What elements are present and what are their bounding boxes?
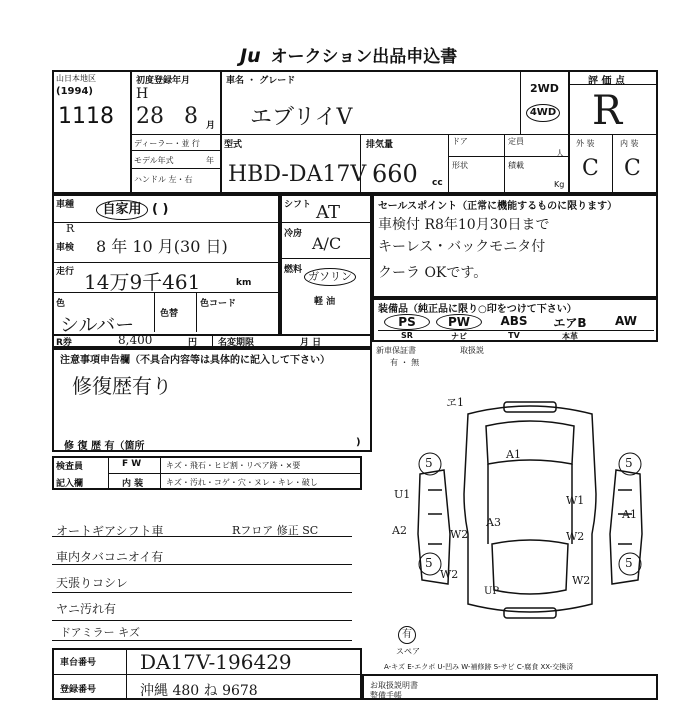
- footer-right-label: お取扱説明書: [370, 681, 418, 690]
- equip-tv: TV: [508, 331, 520, 340]
- lot-code: (1994): [56, 86, 93, 97]
- equip-navi: ナビ: [451, 332, 467, 341]
- remark-4: ヤニ汚れ有: [56, 602, 117, 616]
- chassis-number: DA17V-196429: [140, 650, 292, 674]
- equip-aw: AW: [615, 314, 637, 328]
- fuel-label: 燃料: [284, 265, 303, 275]
- new-warranty-label: 新車保証書: [376, 346, 416, 355]
- equip-abs: ABS: [500, 314, 528, 328]
- equip-airbag: エアB: [553, 316, 587, 330]
- shift-label: シフト: [284, 200, 312, 210]
- remark-right: Rフロア 修正 SC: [232, 524, 319, 537]
- mileage-unit: km: [236, 278, 252, 288]
- tire-mark-rl: 5: [425, 556, 433, 570]
- inspection-date: 8 年 10 月(30 日): [96, 237, 228, 256]
- usage-paren: ( ): [152, 202, 169, 217]
- mileage-value: 14万9千461: [84, 270, 201, 294]
- displacement-unit: cc: [432, 178, 443, 188]
- rating-label: 評 価 点: [588, 76, 625, 87]
- sales-line-2: キーレス・バックモニタ付: [378, 239, 546, 255]
- lot-number: 1118: [58, 104, 114, 129]
- model-year-unit: 年: [206, 156, 214, 165]
- drive-2wd: 2WD: [530, 82, 559, 95]
- repair-close: ): [356, 437, 361, 448]
- remark-2: 車内タバコニオイ有: [56, 550, 164, 564]
- plate-label: 登録番号: [60, 685, 97, 695]
- exterior-label: 外 装: [576, 139, 595, 148]
- diagram-mark-w2-b: W2: [566, 530, 585, 543]
- color-value: シルバー: [60, 314, 135, 336]
- car-type-label: 型式: [224, 140, 243, 150]
- inspector-label: 検査員: [56, 462, 84, 472]
- color-code-label: 色コード: [200, 299, 237, 309]
- form-title-text: オークション出品申込書: [270, 47, 458, 67]
- car-type: HBD-DA17V: [228, 162, 367, 187]
- notes-content: 修復歴有り: [72, 374, 172, 398]
- remark-3: 天張りコシレ: [56, 576, 128, 590]
- first-reg-label: 初度登録年月: [136, 76, 191, 86]
- diagram-mark-a1-top: A1: [506, 448, 521, 461]
- diagram-mark-w2-c: W2: [440, 568, 459, 581]
- diagram-mark-up: UP: [484, 586, 500, 597]
- car-damage-diagram: [400, 394, 660, 634]
- fuel-alt: 軽 油: [314, 297, 336, 307]
- tire-mark-fr: 5: [625, 456, 633, 470]
- interior-check-label: 内 装: [122, 479, 144, 489]
- reg-month: 8: [184, 104, 198, 129]
- region-label: 山日本地区: [56, 74, 96, 83]
- recycle-label: R券: [56, 338, 72, 348]
- equip-sr: SR: [401, 331, 413, 340]
- load-unit: Kg: [554, 180, 565, 189]
- car-name-label: 車名 ・ グレード: [226, 76, 296, 86]
- month-unit: 月: [206, 121, 216, 131]
- equip-ps: PS: [384, 314, 430, 330]
- spare-circled: 有: [398, 626, 416, 644]
- rating-score: R: [592, 88, 623, 134]
- plate-number: 沖縄 480 ね 9678: [140, 683, 258, 699]
- door-label: ドア: [452, 137, 468, 146]
- displacement-value: 660: [372, 160, 418, 188]
- equipment-header: 装備品（純正品に限り○印をつけて下さい）: [378, 304, 577, 315]
- name-change-label: 名変期限: [218, 338, 255, 348]
- inspection-era: R: [66, 222, 75, 235]
- color-change-label: 色替: [160, 309, 179, 319]
- notes-header: 注意事項申告欄（不具合内容等は具体的に記入して下さい）: [60, 355, 330, 366]
- tire-mark-rr: 5: [625, 556, 633, 570]
- interior-items: キズ・汚れ・コゲ・穴・ヌレ・キレ・破し: [166, 478, 318, 487]
- interior-grade: C: [624, 156, 641, 181]
- inspection-label: 車検: [56, 243, 75, 253]
- spare-label: スペア: [396, 647, 420, 656]
- equip-pw: PW: [436, 314, 482, 330]
- damage-legend: A-キズ E-エクボ U-凹み W-補修跡 S-サビ C-腐食 XX-交換済: [384, 663, 574, 671]
- sales-points-header: セールスポイント（正常に機能するものに限ります）: [378, 201, 618, 212]
- fw-items: キズ・飛石・ヒビ割・リペア跡・×要: [166, 461, 301, 470]
- capacity-unit: 人: [556, 149, 564, 158]
- recycle-value: 8,400: [118, 333, 153, 347]
- load-label: 積載: [508, 161, 524, 170]
- fw-label: F W: [122, 459, 142, 469]
- diagram-mark-a1-right: A1: [622, 508, 637, 521]
- interior-label: 内 装: [620, 139, 639, 148]
- remark-1: オートギアシフト車: [56, 524, 164, 538]
- ac-value: A/C: [312, 234, 342, 253]
- diagram-mark-w1: W1: [566, 494, 585, 507]
- ac-label: 冷房: [284, 229, 303, 239]
- new-warranty-value: 有 ・ 無: [390, 358, 420, 367]
- car-name: エブリイV: [250, 105, 353, 130]
- diagram-mark-u1: U1: [394, 488, 411, 501]
- chassis-label: 車台番号: [60, 658, 97, 668]
- repair-label: 修 復 歴 有（箇所: [64, 441, 145, 452]
- manual-label: 取扱説: [460, 346, 484, 355]
- equip-leather: 本革: [562, 332, 578, 341]
- tire-mark-fl: 5: [425, 456, 433, 470]
- handle-label: ハンドル 左・右: [134, 175, 193, 184]
- remark-5: ドアミラー キズ: [60, 626, 140, 639]
- shape-label: 形状: [452, 161, 468, 170]
- diagram-mark-a2: A2: [392, 524, 407, 537]
- usage-label: 車種: [56, 200, 75, 210]
- mileage-label: 走行: [56, 267, 75, 277]
- capacity-label: 定員: [508, 137, 524, 146]
- footer-right-label-2: 整備手帳: [370, 691, 402, 700]
- displacement-label: 排気量: [366, 140, 394, 150]
- sales-line-1: 車検付 R8年10月30日まで: [378, 217, 550, 233]
- sales-line-3: クーラ OKです。: [378, 265, 488, 281]
- exterior-grade: C: [582, 156, 599, 181]
- diagram-mark-w2-a: W2: [450, 528, 469, 541]
- recycle-unit: 円: [188, 338, 198, 348]
- form-title: [240, 42, 457, 67]
- model-year-label: モデル年式: [134, 156, 174, 165]
- color-label: 色: [56, 299, 66, 309]
- ju-logo: Ju: [240, 45, 261, 67]
- diagram-mark-top: ヱ1: [446, 396, 464, 409]
- reg-era: H: [136, 86, 149, 102]
- writer-label: 記入欄: [56, 479, 84, 489]
- dealer-label: ディーラー・並 行: [134, 139, 200, 148]
- shift-value: AT: [316, 202, 341, 223]
- diagram-mark-w2-d: W2: [572, 574, 591, 587]
- drive-4wd-circled: 4WD: [526, 104, 560, 122]
- usage-circled: 自家用: [96, 200, 148, 220]
- name-change-unit: 月 日: [300, 338, 322, 348]
- reg-year: 28: [136, 104, 164, 129]
- diagram-mark-a3: A3: [486, 516, 501, 529]
- fuel-circled: ガソリン: [304, 268, 356, 286]
